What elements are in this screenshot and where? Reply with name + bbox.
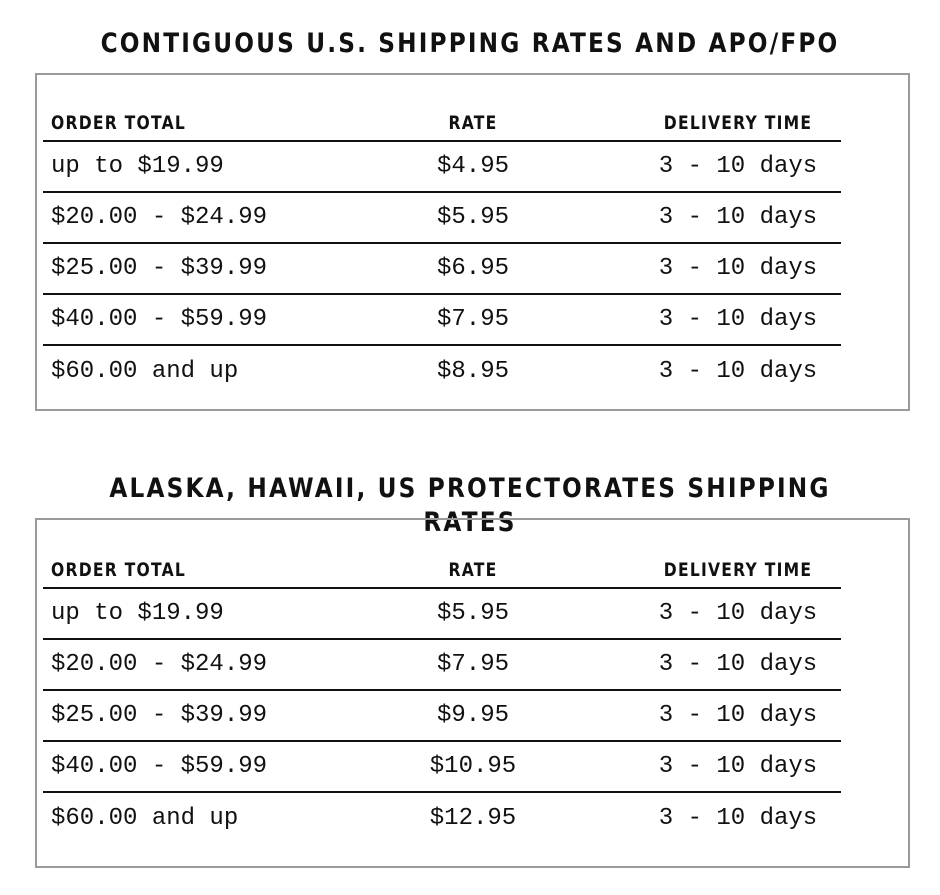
delivery-time-cell: 3 - 10 days <box>658 702 818 729</box>
delivery-time-cell: 3 - 10 days <box>658 753 818 780</box>
table-row <box>43 640 841 691</box>
rate-cell: $6.95 <box>436 255 509 282</box>
header-order-total: ORDER TOTAL <box>51 112 187 134</box>
order-total-cell: up to $19.99 <box>51 153 224 180</box>
delivery-time-cell: 3 - 10 days <box>658 358 818 385</box>
order-total-cell: $25.00 - $39.99 <box>51 255 268 282</box>
table-row <box>43 742 841 793</box>
alaska-hawaii-rates-title: ALASKA, HAWAII, US PROTECTORATES SHIPPING RATES <box>109 473 831 538</box>
header-rate: RATE <box>448 559 498 581</box>
rate-cell: $12.95 <box>429 805 517 832</box>
header-delivery-time: DELIVERY TIME <box>663 112 813 134</box>
order-total-cell: $25.00 - $39.99 <box>51 702 268 729</box>
delivery-time-cell: 3 - 10 days <box>658 153 818 180</box>
rate-cell: $7.95 <box>436 306 509 333</box>
order-total-cell: $60.00 and up <box>51 358 239 385</box>
rate-cell: $7.95 <box>436 651 509 678</box>
rate-cell: $9.95 <box>436 702 509 729</box>
order-total-cell: $40.00 - $59.99 <box>51 306 268 333</box>
order-total-cell: $20.00 - $24.99 <box>51 651 268 678</box>
rate-cell: $5.95 <box>436 600 509 627</box>
rate-cell: $8.95 <box>436 358 509 385</box>
rate-cell: $4.95 <box>436 153 509 180</box>
table-row <box>43 142 841 193</box>
rate-cell: $5.95 <box>436 204 509 231</box>
table-row <box>43 589 841 640</box>
header-order-total: ORDER TOTAL <box>51 559 187 581</box>
table-row <box>43 793 841 844</box>
delivery-time-cell: 3 - 10 days <box>658 306 818 333</box>
order-total-cell: $20.00 - $24.99 <box>51 204 268 231</box>
delivery-time-cell: 3 - 10 days <box>658 651 818 678</box>
delivery-time-cell: 3 - 10 days <box>658 204 818 231</box>
rate-cell: $10.95 <box>429 753 517 780</box>
order-total-cell: $40.00 - $59.99 <box>51 753 268 780</box>
contiguous-us-rates-title: CONTIGUOUS U.S. SHIPPING RATES AND APO/FPO <box>100 28 840 59</box>
contiguous-us-rates-table <box>43 108 841 397</box>
header-delivery-time: DELIVERY TIME <box>663 559 813 581</box>
table-row <box>43 691 841 742</box>
order-total-cell: $60.00 and up <box>51 805 239 832</box>
delivery-time-cell: 3 - 10 days <box>658 255 818 282</box>
table-row <box>43 244 841 295</box>
alaska-hawaii-rates-table <box>43 555 841 844</box>
delivery-time-cell: 3 - 10 days <box>658 600 818 627</box>
delivery-time-cell: 3 - 10 days <box>658 805 818 832</box>
table-row <box>43 295 841 346</box>
table-row <box>43 193 841 244</box>
table-row <box>43 346 841 397</box>
table-header-row <box>43 555 841 589</box>
order-total-cell: up to $19.99 <box>51 600 224 627</box>
header-rate: RATE <box>448 112 498 134</box>
table-header-row <box>43 108 841 142</box>
